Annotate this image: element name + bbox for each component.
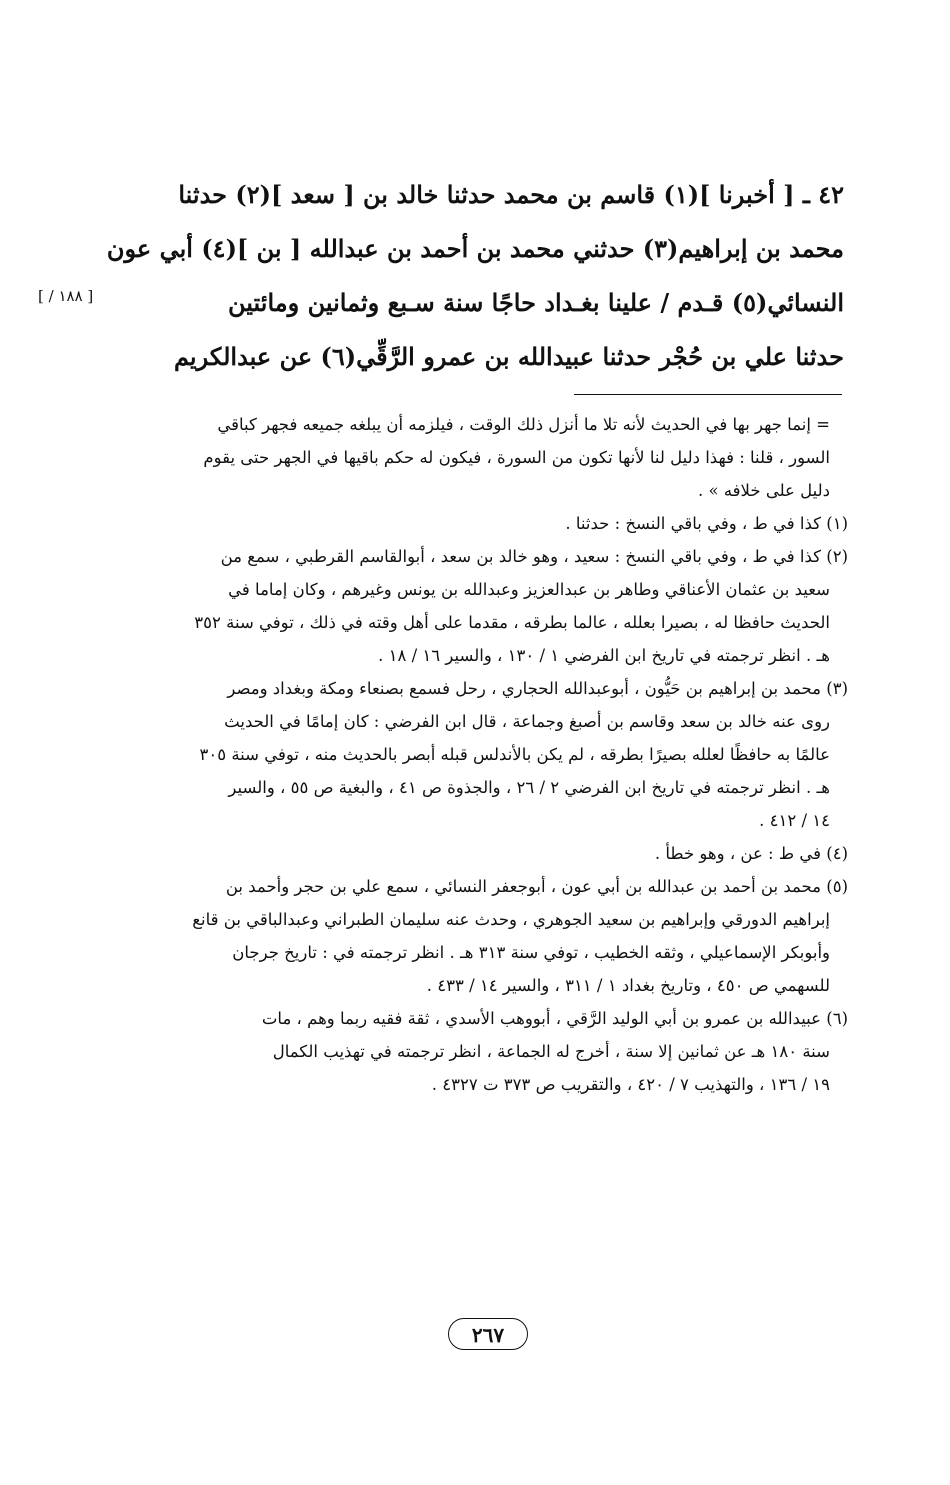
footnote-line: (٥) محمد بن أحمد بن عبدالله بن أبي عون ، أبوجعفر النسائي ، سمع علي بن حجر وأحمد بن <box>225 877 848 896</box>
manuscript-page-reference: [ ١٨٨ / ] <box>38 287 94 305</box>
footnote-line: وأبوبكر الإسماعيلي ، وثقه الخطيب ، توفي سنة ٣١٣ هـ . انظر ترجمته في : تاريخ جرجان <box>232 943 830 962</box>
footnote-line: سنة ١٨٠ هـ عن ثمانين إلا سنة ، أخرج له الجماعة ، انظر ترجمته في تهذيب الكمال <box>272 1042 830 1061</box>
hadith-text <box>106 168 844 384</box>
footnote-line: إبراهيم الدورقي وإبراهيم بن سعيد الجوهري ، وحدث عنه سليمان الطبراني وعبدالباقي بن قانع <box>192 910 830 929</box>
hadith-line: ٤٢ ـ [ أخبرنا ](١) قاسم بن محمد حدثنا خالد بن [ سعد ](٢) حدثنا <box>178 180 844 209</box>
footnote-line: سعيد بن عثمان الأعناقي وطاهر بن عبدالعزيز وعبدالله بن يونس وغيرهم ، وكان إماما في <box>228 580 830 599</box>
footnote-line: الحديث حافظا له ، بصيرا بعلله ، عالما بطرقه ، مقدما على أهل وقته في ذلك ، توفي سنة ٣٥٢ <box>194 613 830 632</box>
footnote-divider <box>574 394 842 395</box>
footnote-line: (١) كذا في ط ، وفي باقي النسخ : حدثنا . <box>565 514 848 533</box>
footnote-line: دليل على خلافه » . <box>697 481 830 500</box>
footnote-line: عالمًا به حافظًا لعلله بصيرًا بطرقه ، لم يكن بالأندلس قبله أبصر بالحديث منه ، توفي سنة ٣٠٥ <box>199 745 830 764</box>
footnote-line: هـ . انظر ترجمته في تاريخ ابن الفرضي ٢ / ٢٦ ، والجذوة ص ٤١ ، والبغية ص ٥٥ ، والسير <box>228 778 830 797</box>
hadith-line: محمد بن إبراهيم(٣) حدثني محمد بن أحمد بن عبدالله [ بن ](٤) أبي عون <box>106 234 844 263</box>
footnote-line: (٣) محمد بن إبراهيم بن حَيُّون ، أبوعبدالله الحجاري ، رحل فسمع بصنعاء ومكة وبغداد ومصر <box>227 679 848 698</box>
footnote-line: للسهمي ص ٤٥٠ ، وتاريخ بغداد ١ / ٣١١ ، والسير ١٤ / ٤٣٣ . <box>426 976 830 995</box>
footnotes <box>128 408 848 1101</box>
footnote-line: ١٤ / ٤١٢ . <box>759 811 830 830</box>
page-number: ٢٦٧ <box>448 1318 528 1350</box>
footnote-line: روى عنه خالد بن سعد وقاسم بن أصبغ وجماعة ، قال ابن الفرضي : كان إمامًا في الحديث <box>224 712 830 731</box>
footnote-line: (٤) في ط : عن ، وهو خطأ . <box>654 844 848 863</box>
footnote-line: (٦) عبيدالله بن عمرو بن أبي الوليد الرَّقي ، أبووهب الأسدي ، ثقة فقيه ربما وهم ، مات <box>261 1009 848 1028</box>
footnote-line: السور ، قلنا : فهذا دليل لنا لأنها تكون من السورة ، فيكون له حكم باقيها في الجهر حتى يقوم <box>203 448 830 467</box>
footnote-line: هـ . انظر ترجمته في تاريخ ابن الفرضي ١ / ١٣٠ ، والسير ١٦ / ١٨ . <box>378 646 830 665</box>
hadith-line: النسائي(٥) قـدم / علينا بغـداد حاجًا سنة سـبع وثمانين ومائتين <box>228 288 844 317</box>
footnote-line: ١٩ / ١٣٦ ، والتهذيب ٧ / ٤٢٠ ، والتقريب ص ٣٧٣ ت ٤٣٢٧ . <box>431 1075 830 1094</box>
footnote-line: (٢) كذا في ط ، وفي باقي النسخ : سعيد ، وهو خالد بن سعد ، أبوالقاسم القرطبي ، سمع من <box>220 547 848 566</box>
footnote-line: = إنما جهر بها في الحديث لأنه تلا ما أنزل ذلك الوقت ، فيلزمه أن يبلغه جميعه فجهر كباقي <box>217 415 830 434</box>
hadith-line: حدثنا علي بن حُجْر حدثنا عبيدالله بن عمرو الرَّقِّي(٦) عن عبدالكريم <box>173 342 844 371</box>
